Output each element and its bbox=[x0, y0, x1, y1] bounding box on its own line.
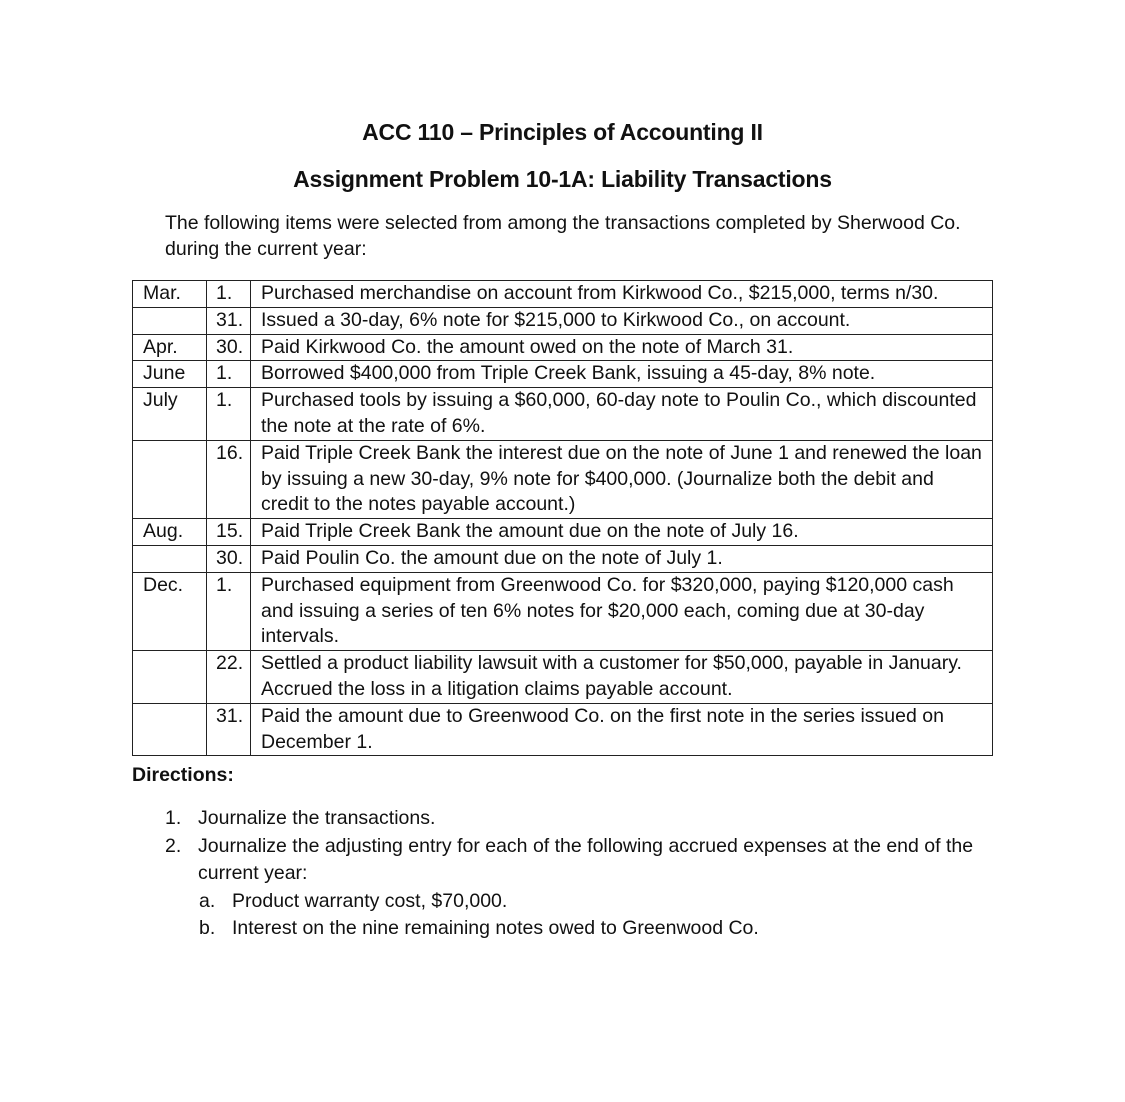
substep-letter: b. bbox=[199, 917, 216, 939]
day-cell: 30. bbox=[207, 545, 251, 572]
list-item bbox=[199, 915, 995, 943]
substeps-container bbox=[165, 888, 995, 943]
description-cell: Paid Triple Creek Bank the interest due on the note of June 1 and renewed the loan by issuing a new 30-day, 9% note for $400,000. (Journalize both the debit and credit to the notes payable account.) bbox=[251, 440, 993, 518]
list-item bbox=[165, 833, 995, 888]
table-row bbox=[133, 307, 993, 334]
month-cell: June bbox=[133, 361, 207, 388]
month-cell bbox=[133, 440, 207, 518]
description-cell: Settled a product liability lawsuit with a customer for $50,000, payable in January. Accrued the loss in a litigation claims payable account. bbox=[251, 651, 993, 704]
table-row bbox=[133, 361, 993, 388]
month-cell bbox=[133, 545, 207, 572]
day-cell: 1. bbox=[207, 281, 251, 308]
assignment-title: Assignment Problem 10-1A: Liability Transactions bbox=[293, 166, 832, 192]
course-title: ACC 110 – Principles of Accounting II bbox=[362, 119, 763, 145]
day-cell: 30. bbox=[207, 334, 251, 361]
month-cell bbox=[133, 703, 207, 756]
month-cell: Mar. bbox=[133, 281, 207, 308]
description-cell: Purchased merchandise on account from Kirkwood Co., $215,000, terms n/30. bbox=[251, 281, 993, 308]
month-cell bbox=[133, 307, 207, 334]
step-number: 1. bbox=[165, 807, 182, 829]
table-row bbox=[133, 519, 993, 546]
step-text: Journalize the adjusting entry for each of the following accrued expenses at the end of the current year: bbox=[198, 834, 974, 884]
day-cell: 31. bbox=[207, 307, 251, 334]
day-cell: 22. bbox=[207, 651, 251, 704]
transactions-table bbox=[132, 280, 993, 756]
directions-list bbox=[165, 805, 995, 943]
month-cell: July bbox=[133, 388, 207, 441]
substep-text: Product warranty cost, $70,000. bbox=[232, 889, 508, 912]
description-cell: Purchased tools by issuing a $60,000, 60-day note to Poulin Co., which discounted the note at the rate of 6%. bbox=[251, 388, 993, 441]
table-row bbox=[133, 651, 993, 704]
intro-paragraph: The following items were selected from among the transactions completed by Sherwood Co. during the current year: bbox=[165, 212, 961, 260]
day-cell: 16. bbox=[207, 440, 251, 518]
table-row bbox=[133, 388, 993, 441]
substep-text: Interest on the nine remaining notes owed to Greenwood Co. bbox=[232, 917, 759, 939]
step-text: Journalize the transactions. bbox=[198, 807, 436, 829]
day-cell: 1. bbox=[207, 388, 251, 441]
month-cell bbox=[133, 651, 207, 704]
description-cell: Paid Triple Creek Bank the amount due on the note of July 16. bbox=[251, 519, 993, 546]
day-cell: 15. bbox=[207, 519, 251, 546]
substeps-list bbox=[165, 888, 995, 943]
list-item bbox=[199, 888, 995, 916]
day-cell: 31. bbox=[207, 703, 251, 756]
month-cell: Dec. bbox=[133, 572, 207, 650]
step-number: 2. bbox=[165, 834, 182, 857]
description-cell: Paid the amount due to Greenwood Co. on the first note in the series issued on December 1. bbox=[251, 703, 993, 756]
table-row bbox=[133, 334, 993, 361]
description-cell: Borrowed $400,000 from Triple Creek Bank, issuing a 45-day, 8% note. bbox=[251, 361, 993, 388]
description-cell: Issued a 30-day, 6% note for $215,000 to Kirkwood Co., on account. bbox=[251, 307, 993, 334]
table-row bbox=[133, 572, 993, 650]
table-row bbox=[133, 281, 993, 308]
table-row bbox=[133, 545, 993, 572]
day-cell: 1. bbox=[207, 572, 251, 650]
day-cell: 1. bbox=[207, 361, 251, 388]
description-cell: Paid Poulin Co. the amount due on the note of July 1. bbox=[251, 545, 993, 572]
description-cell: Paid Kirkwood Co. the amount owed on the note of March 31. bbox=[251, 334, 993, 361]
directions-heading: Directions: bbox=[132, 764, 234, 786]
month-cell: Aug. bbox=[133, 519, 207, 546]
table-row bbox=[133, 440, 993, 518]
substep-letter: a. bbox=[199, 889, 216, 912]
table-row bbox=[133, 703, 993, 756]
month-cell: Apr. bbox=[133, 334, 207, 361]
list-item bbox=[165, 805, 995, 833]
description-cell: Purchased equipment from Greenwood Co. for $320,000, paying $120,000 cash and issuing a series of ten 6% notes for $20,000 each, coming due at 30-day intervals. bbox=[251, 572, 993, 650]
